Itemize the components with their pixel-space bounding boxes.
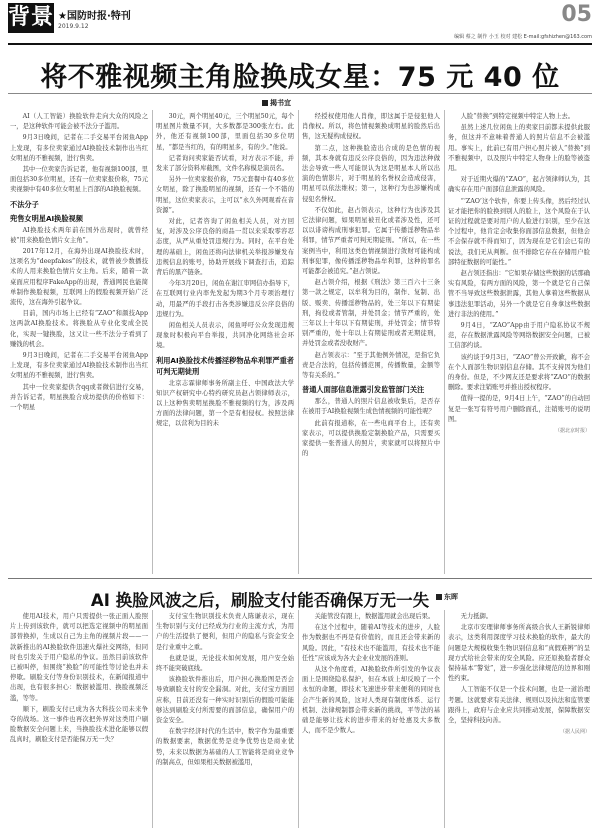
column-divider [152, 610, 153, 828]
article1-column-4 [448, 112, 590, 574]
article1-column-2 [156, 112, 294, 574]
paragraph: 今年3月20日，闲鱼在谢江审网信办指导下，在互联网行业内率先发起为期3个月专项治理行动，用最严的手段打击各类涉嫌违反公序良俗的违规行为。 [156, 280, 294, 318]
subheading: 普通人面部信息泄露引发监管部门关注 [302, 385, 425, 395]
paragraph: 赵占领还指出：“它如果存储这些数据的话那确实有风险，有两方面的风险，第一个就是它自己保管不当导致这些数据泄露，其他人拿着这些数据从事违法犯罪活动，另外一个就是它自身拿这些数据进行非法的使用。” [448, 270, 590, 318]
paragraph: 经授权使用他人肖像，即这属于是侵犯他人肖像权。所以，将色情视频换成明星的脸然后出售，这无疑构成侵权。 [302, 113, 440, 141]
byline-square-icon [436, 594, 442, 600]
paragraph: 值得一提的是，9月4日上午，“ZAO”的自动回复是一张写有符号用户删除面孔，注销账号的说明图。 [448, 395, 590, 423]
column-divider [444, 110, 445, 574]
column-divider [444, 610, 445, 828]
paragraph: 使用AI技术，用户只需提供一张正面人脸照片上传到该软件，就可以把选定视频中的明星面部替换掉，生成以自己为主角的视频片段——一款新推出的AI换脸软件迅速火爆社交网络，但同时也引发关于用户隐私的争议。虽然目前该软件已被叫停，但围绕“换脸”的可能性等讨论也并未停歇。刷脸支付等身份识别技术，在新闻报道中出现，也有很多担心：数据被滥用、换脸视频泛滥，等等。 [10, 613, 148, 702]
paragraph: 30元，两个明星40元，三个明星50元，每个明星图片数量不同，大多数都是300张左右。此外，他还有视频100部，里面包括30多位明星，“都是当红的，有的明星多，有的少。”他说。 [156, 113, 294, 151]
paragraph: AI（人工智能）换脸软件走向大众的风险之一，是这种软件可能会被不法分子滥用。 [10, 113, 148, 131]
article1-column-3 [302, 112, 440, 574]
subheading: 兜售女明星AI换脸视频 [10, 213, 83, 223]
paragraph: 9月3日晚间，记者在二手交易平台闲鱼App上发现，有多位卖家通过AI换脸技术制作出当红女明星的不雅视频，进行售卖。 [10, 134, 148, 162]
paragraph: 9月3日晚间，记者在二手交易平台闲鱼App上发现，有多位卖家通过AI换脸技术制作出当红女明星的不雅视频，进行售卖。 [10, 352, 148, 380]
paragraph: 该约谈于9月3日，“ZAO”曾公开致歉，称不会在个人面部生物识别信息存储。其不支持因为他们的身份。但是，不少网友还是要求将“ZAO”的数据删除。要求注销账号并推出授权程序。 [448, 353, 590, 392]
article1-author: 揭书宜 [270, 99, 291, 107]
column-divider [298, 610, 299, 828]
section-tag: 背景 [8, 3, 54, 33]
paragraph: 目前，国内市场上已经有“ZAO”和颜技App这两款AI换脸技术。将换脸从专业化变成全民化，实现一键换脸，这又让一些不法分子看到了赚钱的机会。 [10, 310, 148, 348]
paragraph: 虽然上述几位闲鱼上的卖家目前都未提供此服务，但这并不意味着普通人的照片信息不会被滥用。事实上，此前已有用户担心照片被人“替换”到不雅视频中，以及照片中特定人物身上的脸等被盗用。 [448, 124, 590, 173]
paragraph: 北京志霖律师事务所副主任、中国政法大学知识产权研究中心特约研究员赵占领律师表示，以上这种售卖明星换脸不雅视频的行为，涉及两方面的法律问题，第一个是有相侵权。按照法律规定，以营利为目的未 [156, 379, 294, 428]
paragraph: 关能管没有跟上，数据滥用就会出现后果。 [314, 613, 435, 620]
article1-headline: 将不雅视频主角脸换成女星：75 元 40 位 [40, 62, 560, 93]
article2-author: 东晖 [444, 593, 458, 601]
paragraph: 从这个角度看，AI换脸软件所引发的争议表面上是围绕隐私保护，但在本质上却反映了一个永恒的命题，即技术飞速进步带来便利的同时也会产生新的风险，这对人类现有制度体系、运行机制、法律规制都会带来新的挑战，平等法的基础是能够让技术的进步带来的好处惠及大多数人，而不是少数人。 [302, 666, 440, 735]
paragraph: 无力抵御。 [460, 613, 493, 620]
page-number: 05 [561, 2, 592, 27]
paragraph: “‘ZAO’这个软件，你要上传头像，然后经过认证才能把你的脸换到别人的脸上，这个风险在于认证的过程就是要对用户的人脸进行识别，至少在这个过程中，他肯定会收集你面部信息数据，但他会不会保存就不得而知了，因为现在是它们会已有的说法，我们无从判断。但不排除它存在存储用户脸部特征数据的可能性。” [448, 197, 590, 266]
paragraph: 在这个过程中，随着AI等技术的进步，人脸作为数据也不再是有价值的，而且还会带来新的风险。因此，“有技术也不能滥用，有技术也不能任性”应该成为各大企业业发展的准则。 [302, 624, 440, 662]
paragraph: 人脸“替换”到特定视频中特定人物上去。 [460, 113, 575, 120]
article2-column-4 [448, 612, 590, 828]
subheading: 利用AI换脸技术传播淫秽物品牟利罪严重者可判无期徒刑 [156, 355, 294, 376]
paragraph: 在数字经济时代的生活中，数字作为最重要的数据要素，数据优势是竞争优势也是商业优势，未来以数据为基础的人工智能将是商业竞争的制高点，但如果相关数据被滥用， [156, 728, 294, 766]
paragraph: 此前有报道称，在一些电商平台上，还有卖家表示，可以提供换脸定制换脸产品，只需要买家提供一张普通人的照片，卖家就可以将照片中的 [302, 419, 440, 458]
section-divider [8, 578, 592, 579]
paragraph: 赵占领介绍，根据《刑法》第三百六十三条第一款之规定，以牟利为目的，制作、复制、出版、贩卖、传播淫秽物品的，处三年以下有期徒刑，拘役或者管制，并处罚金；情节严重的，处三年以上十年以下有期徒刑，并处罚金；情节特别严重的，处十年以上有期徒刑或者无期徒刑，并处罚金或者没收财产。 [302, 279, 440, 348]
paragraph: 9月4日，“ZAO”App由于用户隐私协议不规范，存在数据泄露风险等网络数据安全问题，已被工信部约谈。 [448, 322, 590, 350]
paragraph: 其中一位卖家告诉记者，他有视频100部，里面包括30多位明星，还有一位卖家报价称，75元卖视频中有40多位女明星上百部的AI换脸视频。 [10, 166, 148, 194]
source-note: （据北京时报） [554, 428, 590, 435]
paragraph: 赵占领表示：“至于其他例外情况，是指它负责是合法的，包括传播范围，传播数量，金额等等有关系的。” [302, 351, 440, 380]
article2-column-1 [10, 612, 148, 828]
article2-byline [436, 592, 458, 602]
paragraph: 对此，记者咨询了闲鱼相关人员，对方回复，对涉及公序良俗的商品一贯以来采取零容忍态度，从严从重处罚违规行为。同时，在平台处理的基础上，闲鱼还将向法律机关举报涉嫌发布违规信息的账号，协助开展线下调查打击，追踪背后的黑产链条。 [156, 218, 294, 277]
paragraph: 顺下，刷脸支付已成为各大科技公司未来争夺的战场。这一事件也再次把外界对这类用户刷脸数据安全问题上来，当换脸技术进化能够以假乱真时，刷脸支付是否能保万无一失？ [10, 705, 148, 744]
paragraph: 人工智能不仅是一个技术问题，也是一道治理考题。这就要求有关法律、规则以及执法和监管要跟得上，政府与企业应共同推动发展，保障数据安全，坚持科技向善。 [448, 686, 590, 725]
article2-column-3 [302, 612, 440, 828]
headline-rule [8, 93, 592, 94]
staff-credits: 编辑 蔡之 制作 小玉 校对 建松 E-mail:gfshizhen@163.com [454, 34, 592, 40]
article1-column-1 [10, 112, 148, 574]
issue-date: 2019.9.12 [58, 23, 89, 30]
byline-square-icon [262, 100, 268, 106]
article2-column-2 [156, 612, 294, 828]
newspaper-name: ★国防时报·特刊 [58, 11, 131, 22]
paragraph: 不仅如此，赵占领表示，这种行为也涉及其它法律问题，如果明星被丑化或者涉及性，还可以以诽谤构成刑事犯罪。它属于传播淫秽物品牟利罪，情节严重者可判无期徒刑。“所以，在一些案例当中，利用这类色情视频进行敛财可能构成刑事犯罪，像传播淫秽物品牟利罪，这种的罪名可能都会被追究。”赵占领说。 [302, 206, 440, 276]
column-divider [152, 110, 153, 574]
paragraph: 北京市安理律师事务所高级合伙人王新锐律师表示，这类利用深度学习技术换脸的软件，最大的问题是大规模收集生物识别信息和“真假难辨”的呈现方式给社会带来的安全风险。应还原换脸者群众保持基本“警觉”，进一步强化法律规范的边界和刚性约束。 [448, 624, 590, 683]
article1-byline [262, 98, 291, 108]
paragraph: 支付宝生物识别技术负责人陈谦表示，现在生物识别与支付已经成为行业的主流方式，为用户的生活提供了便利，但用户的隐私与资金安全是行业重中之重。 [156, 613, 294, 651]
header-rule [8, 43, 592, 45]
subheading: 不法分子 [10, 199, 39, 209]
paragraph: 另外一位卖家报价称，75元套餐中有40多位女明星，除了换脸明星的视频，还有一个不错的明星，这位卖家表示，主可以“永久外网观看在音资源”。 [156, 176, 294, 214]
column-divider [298, 110, 299, 574]
paragraph: 也就是说，无论技术如何发展，用户安全始终不能突破底线。 [156, 654, 294, 673]
paragraph: 记者询问卖家能否试看，对方表示不能，并发来了部分资料库截图，文件名称模是演员名。 [156, 154, 294, 173]
paragraph: 其中一位卖家提供含qq或者微信进行交易，并告诉记者，明星换脸合成坊提供的价格如下：一个明星 [10, 383, 148, 412]
article2-headline: AI 换脸风波之后，刷脸支付能否确保万无一失 [90, 591, 430, 610]
paragraph: 对于近期火爆的“ZAO”，起占领律师认为，其确实存在用户面部信息泄露的风险。 [448, 176, 590, 194]
paragraph: 闲鱼相关人员表示，闲鱼呼吁公众发现违规现象时积极向平台举报，共同净化网络社会环境。 [156, 322, 294, 350]
paragraph: 该换脸软件推出后，用户担心换脸图是否会导致刷脸支付的安全漏洞。对此，支付宝方面回应称，目前还没有一种实时识别后的假脸可能能够达到刷脸支付所需要的面部信息，确保用户的资金安全。 [156, 676, 294, 725]
source-note: （据人民网） [559, 729, 590, 736]
paragraph: 第二点，这种换脸造出合成的是色情的视频，其本身就有违反公序良俗的，因为违法种做法会导致一些人可能误认为这是明星本人所以出演的色情影片，对于明星的名誉权会造成侵害，明星可以依法维权；第一，这种行为也涉嫌构成侵犯名誉权。 [302, 144, 440, 203]
paragraph: AI换脸技术两年前在国外出现时，就曾经被“用来换脸色情片女主角”。 [10, 226, 148, 244]
paragraph: 2017年12月，在海外出现AI换脸技术时，这项名为“deepfakes”的技术，就曾被少数播技术的人用来换脸色情片女主角。后来，随着一款桌面应用程序FakeApp的出现，普通网民也能简单制作换脸视频，互联网上的假脸视频开始广泛流传，这在海外引起争议。 [10, 248, 148, 307]
paragraph: 那么，普通人的照片信息被收集后，是否存在被用于AI换脸视频生成色情视频的可能性呢？ [302, 398, 440, 416]
page-header [0, 0, 600, 44]
